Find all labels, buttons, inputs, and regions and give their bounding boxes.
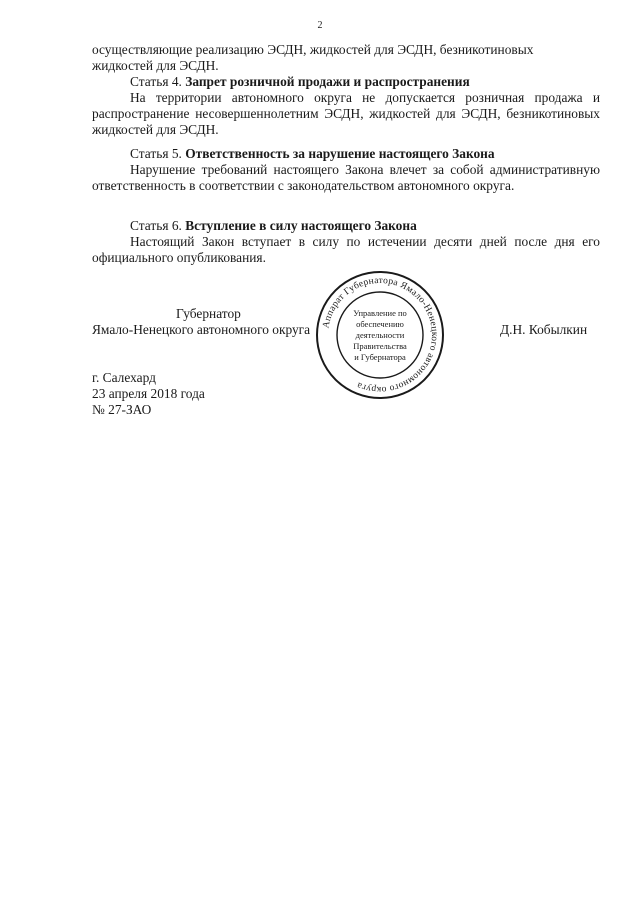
- law-meta: [92, 370, 205, 418]
- page-number: 2: [317, 20, 323, 31]
- article-6-heading: [92, 218, 600, 234]
- article-6-title: Вступление в силу настоящего Закона: [185, 218, 417, 233]
- governor-title: Губернатор: [176, 306, 241, 321]
- article-5-heading: [92, 146, 600, 162]
- article-5-text: Нарушение требований настоящего Закона влечет за собой административную ответственность в соответствии с законодательством автономного округа.: [92, 162, 600, 193]
- article-6-block: [92, 218, 600, 266]
- law-date: 23 апреля 2018 года: [92, 386, 205, 401]
- article-4-block: [92, 42, 600, 138]
- article-4-text: На территории автономного округа не допускается розничная продажа и распространение несовершеннолетним ЭСДН, жидкостей для ЭСДН, безникотиновых жидкостей для ЭСДН.: [92, 90, 600, 137]
- article-4-label: Статья 4.: [130, 74, 182, 89]
- article-5-block: [92, 146, 600, 194]
- continued-text-line2: жидкостей для ЭСДН.: [92, 58, 219, 73]
- governor-region: Ямало-Ненецкого автономного округа: [92, 322, 311, 337]
- continued-text-line1: осуществляющие реализацию ЭСДН, жидкостей для ЭСДН, безникотиновых: [92, 42, 534, 57]
- stamp-center-line-4: Правительства: [353, 341, 407, 351]
- article-4-heading: [92, 74, 600, 90]
- article-6-label: Статья 6.: [130, 218, 182, 233]
- law-number: № 27-ЗАО: [92, 402, 152, 417]
- law-city: г. Салехард: [92, 370, 156, 385]
- stamp-center-line-5: и Губернатора: [354, 352, 406, 362]
- stamp-ring-text: Аппарат Губернатора Ямало-Ненецкого автономного округа: [321, 275, 440, 395]
- article-5-label: Статья 5.: [130, 146, 182, 161]
- stamp-center-line-3: деятельности: [355, 330, 405, 340]
- stamp-center-line-1: Управление по: [353, 308, 407, 318]
- governor-name: Д.Н. Кобылкин: [500, 322, 588, 337]
- article-4-title: Запрет розничной продажи и распространения: [185, 74, 470, 89]
- official-stamp: [315, 270, 445, 400]
- stamp-center-line-2: обеспечению: [356, 319, 404, 329]
- article-5-title: Ответственность за нарушение настоящего Закона: [185, 146, 495, 161]
- article-6-text: Настоящий Закон вступает в силу по истечении десяти дней после дня его официального опубликования.: [92, 234, 600, 265]
